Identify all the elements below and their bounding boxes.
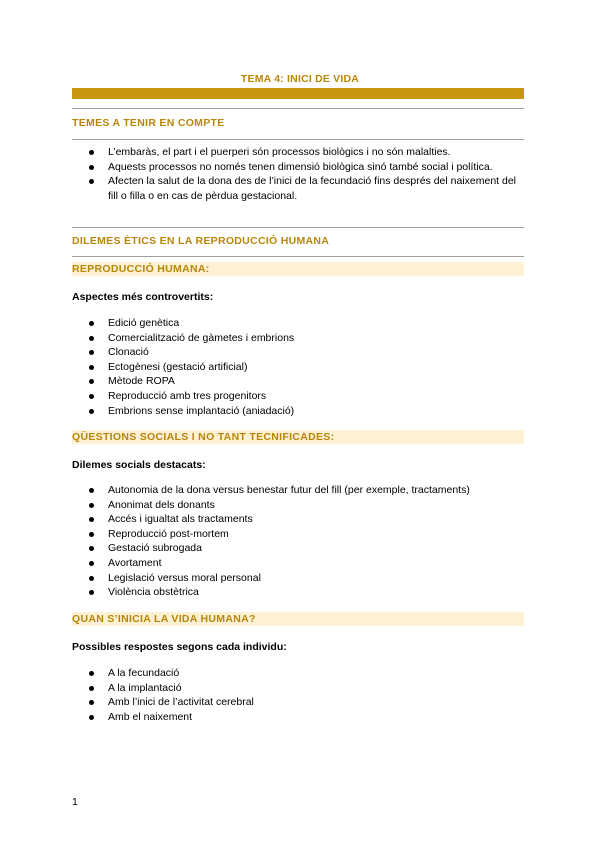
- bullet-icon: [89, 561, 94, 566]
- list-item: Gestació subrogada: [88, 541, 524, 556]
- list-item: A la implantació: [88, 681, 524, 696]
- list-item: Anonimat dels donants: [88, 498, 524, 513]
- band-heading-vida: QUAN S’INICIA LA VIDA HUMANA?: [72, 612, 524, 626]
- bullet-icon: [89, 700, 94, 705]
- bullet-icon: [89, 576, 94, 581]
- list-item: Comercialització de gàmetes i embrions: [88, 331, 524, 346]
- list-item: Legislació versus moral personal: [88, 571, 524, 586]
- list-item: Ectogènesi (gestació artificial): [88, 360, 524, 375]
- list-item: Amb l’inici de l’activitat cerebral: [88, 695, 524, 710]
- list-item: Accés i igualtat als tractaments: [88, 512, 524, 527]
- bullet-icon: [89, 409, 94, 414]
- bullet-icon: [89, 336, 94, 341]
- list-item: A la fecundació: [88, 666, 524, 681]
- reproduccio-list: [88, 316, 524, 418]
- bullet-icon: [89, 379, 94, 384]
- list-item: Reproducció post-mortem: [88, 527, 524, 542]
- page-number: 1: [72, 796, 78, 808]
- bullet-icon: [89, 517, 94, 522]
- divider: [72, 108, 524, 109]
- divider: [72, 227, 524, 228]
- list-item: Avortament: [88, 556, 524, 571]
- vida-list: [88, 666, 524, 724]
- subheading-questions: Dilemes socials destacats:: [72, 459, 206, 471]
- bullet-icon: [89, 321, 94, 326]
- bullet-icon: [89, 532, 94, 537]
- list-item: Aquests processos no només tenen dimensió biològica sinó també social i política.: [88, 160, 524, 175]
- list-item: Autonomia de la dona versus benestar futur del fill (per exemple, tractaments): [88, 483, 524, 498]
- list-item: Clonació: [88, 345, 524, 360]
- list-item: Embrions sense implantació (aniadació): [88, 404, 524, 419]
- section-heading-temes: TEMES A TENIR EN COMPTE: [72, 117, 225, 129]
- band-heading-questions: QÜESTIONS SOCIALS I NO TANT TECNIFICADES:: [72, 430, 524, 444]
- bullet-icon: [89, 546, 94, 551]
- list-item: Violència obstètrica: [88, 585, 524, 600]
- list-item: Reproducció amb tres progenitors: [88, 389, 524, 404]
- list-item: L’embaràs, el part i el puerperi són processos biològics i no són malalties.: [88, 145, 524, 160]
- divider: [72, 139, 524, 140]
- bullet-icon: [89, 671, 94, 676]
- bullet-icon: [89, 365, 94, 370]
- bullet-icon: [89, 350, 94, 355]
- list-item: Mètode ROPA: [88, 374, 524, 389]
- bullet-icon: [89, 165, 94, 170]
- list-item: Amb el naixement: [88, 710, 524, 725]
- temes-list: [88, 145, 524, 203]
- bullet-icon: [89, 686, 94, 691]
- bullet-icon: [89, 179, 94, 184]
- questions-list: [88, 483, 524, 600]
- subheading-reproduccio: Aspectes més controvertits:: [72, 291, 214, 303]
- bullet-icon: [89, 503, 94, 508]
- section-heading-dilemes: DILEMES ÈTICS EN LA REPRODUCCIÓ HUMANA: [72, 235, 330, 247]
- bullet-icon: [89, 590, 94, 595]
- list-item: Edició genètica: [88, 316, 524, 331]
- bullet-icon: [89, 715, 94, 720]
- bullet-icon: [89, 488, 94, 493]
- list-item: Afecten la salut de la dona des de l’inici de la fecundació fins després del naixement del fill o filla o en cas de pèrdua gestacional.: [88, 174, 524, 203]
- divider: [72, 256, 524, 257]
- band-heading-reproduccio: REPRODUCCIÓ HUMANA:: [72, 262, 524, 276]
- bullet-icon: [89, 394, 94, 399]
- title-underline-bar: [72, 88, 524, 99]
- bullet-icon: [89, 150, 94, 155]
- page-title: TEMA 4: INICI DE VIDA: [240, 73, 360, 85]
- subheading-vida: Possibles respostes segons cada individu:: [72, 641, 287, 653]
